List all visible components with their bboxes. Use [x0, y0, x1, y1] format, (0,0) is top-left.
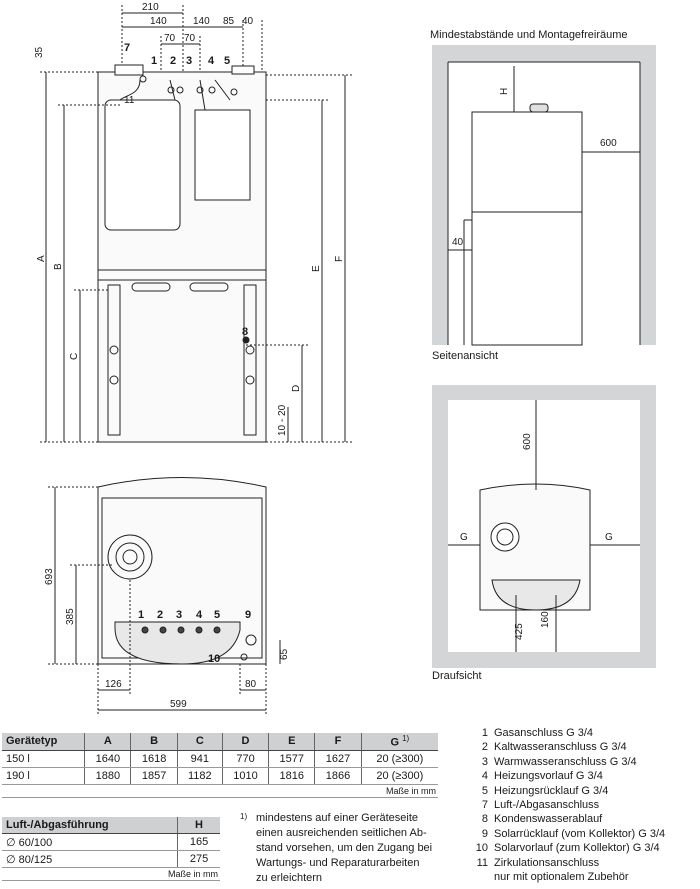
legend: [470, 726, 698, 884]
dim-side-40: 40: [452, 237, 464, 248]
dim-40: 40: [242, 16, 254, 27]
table-unit: Maße in mm: [2, 785, 438, 798]
legend-item: 2 Kaltwasseranschluss G 3/4: [481, 741, 627, 754]
dim-210: 210: [142, 2, 159, 13]
dim-140a: 140: [150, 16, 167, 27]
legend-item: 10 Solarvorlauf (zum Kollektor) G 3/4: [475, 842, 660, 855]
flue-table: [2, 817, 220, 881]
caption-side-view: Seitenansicht: [432, 350, 499, 362]
callout-10b: 10: [208, 653, 221, 665]
dim-side-600: 600: [600, 138, 617, 149]
table-unit: Maße in mm: [2, 868, 220, 881]
table-row: ∅ 60/100 165: [2, 834, 220, 851]
dimension-table: [2, 733, 438, 798]
callout-7: 7: [124, 42, 131, 54]
dim-H: H: [499, 87, 510, 95]
dim-G-right: G: [605, 532, 613, 543]
table-header-row: [2, 733, 438, 750]
legend-item: nur mit optionalem Zubehör: [494, 871, 629, 884]
side-view: [432, 45, 656, 345]
callout-1b: 1: [138, 609, 145, 621]
dim-599: 599: [170, 699, 187, 710]
table-header: Luft-/Abgasführung: [2, 817, 178, 834]
table-header: D: [222, 733, 268, 750]
callout-4: 4: [208, 55, 215, 67]
table-row: 190 l 1880 1857 1182 1010 1816 1866 20 (≥300): [2, 767, 438, 784]
legend-item: 11 Zirkulationsanschluss: [476, 856, 600, 869]
legend-item: 4 Heizungsvorlauf G 3/4: [481, 770, 603, 783]
dim-B: B: [53, 263, 64, 270]
dim-126: 126: [105, 679, 122, 690]
table-header: Gerätetyp: [2, 733, 85, 750]
legend-item: 5 Heizungsrücklauf G 3/4: [481, 784, 609, 797]
caption-top-view: Draufsicht: [432, 670, 482, 682]
dim-385: 385: [65, 608, 76, 625]
callout-11: 11: [124, 95, 135, 106]
legend-item: 9 Solarrücklauf (vom Kollektor) G 3/4: [481, 827, 666, 840]
dim-70b: 70: [184, 33, 196, 44]
callout-5: 5: [224, 55, 231, 67]
dim-E: E: [311, 265, 322, 272]
table-header: B: [131, 733, 177, 750]
dim-85: 85: [223, 16, 235, 27]
table-header-row: [2, 817, 220, 834]
dim-140b: 140: [193, 16, 210, 27]
callout-2: 2: [170, 55, 177, 67]
callout-4b: 4: [196, 609, 203, 621]
table-header: F: [315, 733, 361, 750]
callout-2b: 2: [157, 609, 164, 621]
table-row: ∅ 80/125 275: [2, 851, 220, 868]
legend-item: 1 Gasanschluss G 3/4: [481, 727, 594, 739]
dim-65: 65: [279, 648, 290, 660]
table-header: E: [269, 733, 315, 750]
dim-70a: 70: [164, 33, 176, 44]
front-view: [40, 5, 352, 442]
dim-A: A: [36, 255, 47, 262]
dim-80: 80: [245, 679, 257, 690]
footnote-mark: 1): [240, 812, 248, 821]
legend-item: 7 Luft-/Abgasanschluss: [481, 799, 600, 812]
legend-item: 8 Kondenswasserablauf: [481, 813, 603, 826]
legend-item: 3 Warmwasseranschluss G 3/4: [481, 755, 637, 768]
table-header: C: [177, 733, 222, 750]
footnote: [240, 811, 460, 886]
dim-35: 35: [34, 46, 45, 58]
callout-1: 1: [151, 55, 158, 67]
footnote-line: einen ausreichenden seitlichen Ab-: [256, 827, 427, 839]
dim-F: F: [334, 255, 345, 262]
footnote-line: zu erleichtern: [256, 872, 323, 884]
callout-3b: 3: [176, 609, 183, 621]
footnote-line: mindestens auf einer Geräteseite: [256, 812, 419, 824]
table-header: H: [178, 817, 220, 834]
dim-160: 160: [540, 611, 551, 628]
dim-693: 693: [44, 568, 55, 585]
callout-8: 8: [242, 326, 249, 338]
table-header: G $^{1)}$: [361, 733, 438, 750]
dim-top-600: 600: [522, 433, 533, 450]
table-header: A: [85, 733, 131, 750]
dim-G-left: G: [460, 532, 468, 543]
callout-9b: 9: [245, 609, 252, 621]
dim-gap: 10 - 20: [277, 404, 288, 436]
callout-5b: 5: [214, 609, 221, 621]
dim-C: C: [69, 352, 80, 360]
dim-D: D: [291, 384, 302, 392]
footnote-line: Wartungs- und Reparaturarbeiten: [256, 857, 420, 869]
table-row: 150 l 1640 1618 941 770 1577 1627 20 (≥300): [2, 750, 438, 767]
footnote-line: stand vorsehen, um den Zugang bei: [256, 842, 433, 854]
dim-425: 425: [514, 623, 525, 640]
diagram-heading: Mindestabstände und Montagefreiräume: [430, 29, 628, 41]
callout-3: 3: [186, 55, 193, 67]
